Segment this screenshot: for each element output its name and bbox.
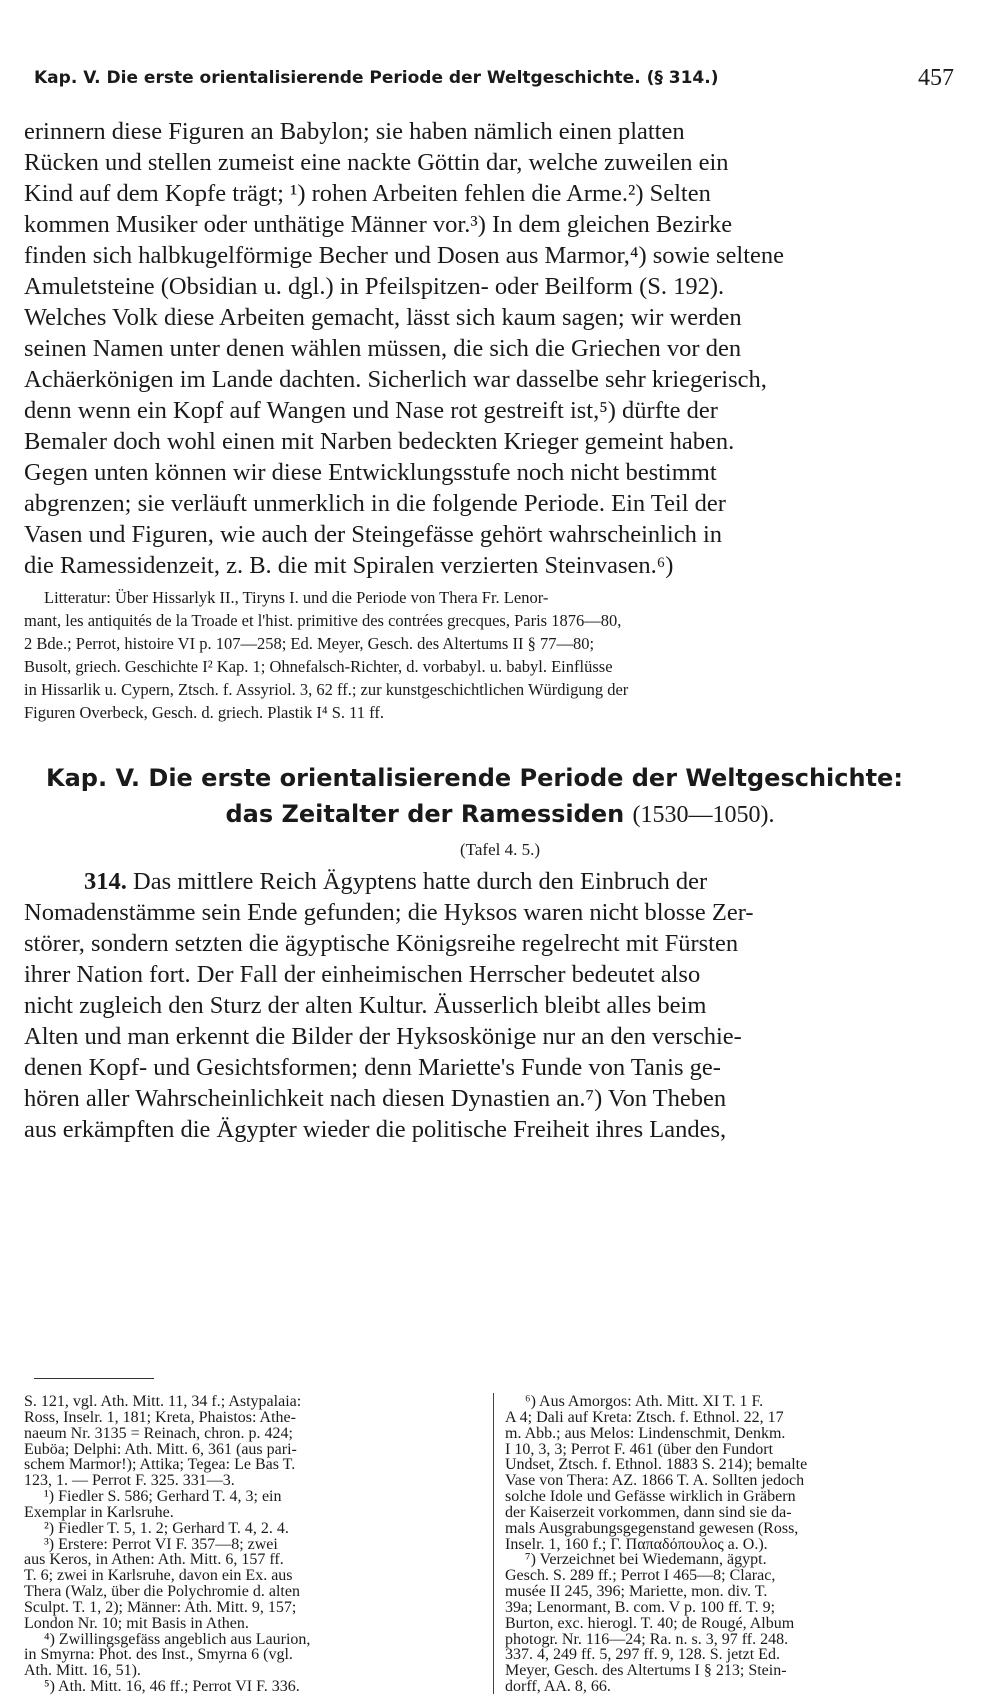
footnote-right-line: ⁶) Aus Amorgos: Ath. Mitt. XI T. 1 F. xyxy=(525,1393,764,1410)
body-line: die Ramessidenzeit, z. B. die mit Spiralen verzierten Steinvasen.⁶) xyxy=(24,552,674,579)
section-line: Nomadenstämme sein Ende gefunden; die Hyksos waren nicht blosse Zer- xyxy=(24,899,754,926)
body-line: Achäerkönigen im Lande dachten. Sicherlich war dasselbe sehr kriegerisch, xyxy=(24,366,767,393)
body-line: denn wenn ein Kopf auf Wangen und Nase rot gestreift ist,⁵) dürfte der xyxy=(24,397,718,424)
body-line: Vasen und Figuren, wie auch der Steingefässe gehört wahrscheinlich in xyxy=(24,521,723,548)
footnote-right-line: solche Idole und Gefässe wirklich in Gräbern xyxy=(505,1488,796,1505)
footnote-right-line: A 4; Dali auf Kreta: Ztsch. f. Ethnol. 22, 17 xyxy=(505,1408,784,1426)
footnote-right-line: m. Abb.; aus Melos: Lindenschmit, Denkm. xyxy=(505,1424,786,1442)
chapter-subtitle-text: das Zeitalter der Ramessiden xyxy=(225,800,625,828)
footnote-left-line: ³) Erstere: Perrot VI F. 357—8; zwei xyxy=(44,1535,278,1553)
footnote-left-line: Sculpt. T. 1, 2); Männer: Ath. Mitt. 9, 157; xyxy=(24,1598,297,1616)
footnote-left-line: ¹) Fiedler S. 586; Gerhard T. 4, 3; ein xyxy=(44,1488,282,1505)
litteratur-line: 2 Bde.; Perrot, histoire VI p. 107—258; Ed. Meyer, Gesch. des Altertums II § 77—80; xyxy=(24,634,595,653)
chapter-years: (1530—1050). xyxy=(632,802,775,828)
section-line: denen Kopf- und Gesichtsformen; denn Mariette's Funde von Tanis ge- xyxy=(24,1054,721,1081)
footnote-left-line: Exemplar in Karlsruhe. xyxy=(24,1503,174,1521)
body-line: Welches Volk diese Arbeiten gemacht, lässt sich kaum sagen; wir werden xyxy=(24,304,742,331)
running-head-text: Kap. V. Die erste orientalisierende Periode der Weltgeschichte. (§ 314.) xyxy=(34,68,719,88)
body-line: seinen Namen unter denen wählen müssen, die sich die Griechen vor den xyxy=(24,335,742,362)
body-line: finden sich halbkugelförmige Becher und Dosen aus Marmor,⁴) sowie seltene xyxy=(24,242,785,269)
section-line: hören aller Wahrscheinlichkeit nach diesen Dynastien an.⁷) Von Theben xyxy=(24,1085,727,1112)
footnote-left-line: Ath. Mitt. 16, 51). xyxy=(24,1662,141,1680)
litteratur-line: Busolt, griech. Geschichte I² Kap. 1; Ohnefalsch-Richter, d. vorbabyl. u. babyl. Einflüsse xyxy=(24,657,613,676)
footnote-left-line: Euböa; Delphi: Ath. Mitt. 6, 361 (aus pari- xyxy=(24,1440,297,1458)
chapter-subtitle xyxy=(0,800,1000,829)
footnote-left-line: S. 121, vgl. Ath. Mitt. 11, 34 f.; Astypalaia: xyxy=(24,1393,302,1410)
footnote-column-divider xyxy=(493,1393,494,1694)
section-line: ihrer Nation fort. Der Fall der einheimischen Herrscher bedeutet also xyxy=(24,961,701,988)
footnote-right-line: 337. 4, 249 ff. 5, 297 ff. 9, 128. S. jetzt Ed. xyxy=(505,1646,780,1664)
section-line: störer, sondern setzten die ägyptische Königsreihe regelrecht mit Fürsten xyxy=(24,930,739,957)
footnote-right-line: ⁷) Verzeichnet bei Wiedemann, ägypt. xyxy=(525,1551,767,1569)
litteratur-line: Litteratur: Über Hissarlyk II., Tiryns I. und die Periode von Thera Fr. Lenor- xyxy=(44,588,549,607)
page-number: 457 xyxy=(918,65,954,91)
footnote-left-line: in Smyrna: Phot. des Inst., Smyrna 6 (vgl. xyxy=(24,1646,293,1664)
footnote-left-line: schem Marmor!); Attika; Tegea: Le Bas T. xyxy=(24,1456,296,1474)
footnote-right-line: Inselr. 1, 160 f.; Γ. Παπαδόπουλος a. O.). xyxy=(505,1535,768,1553)
footnote-right-line: der Kaiserzeit vorkommen, dann sind sie da- xyxy=(505,1503,792,1521)
tafel-reference: (Tafel 4. 5.) xyxy=(460,840,540,859)
footnote-left-line: ²) Fiedler T. 5, 1. 2; Gerhard T. 4, 2. 4. xyxy=(44,1519,289,1537)
footnote-right-line: 39a; Lenormant, B. com. V p. 100 ff. T. 9; xyxy=(505,1598,776,1616)
body-line: kommen Musiker oder unthätige Männer vor.³) In dem gleichen Bezirke xyxy=(24,211,733,238)
section-line: Alten und man erkennt die Bilder der Hyksoskönige nur an den verschie- xyxy=(24,1023,742,1050)
footnote-left-line: London Nr. 10; mit Basis in Athen. xyxy=(24,1614,249,1632)
footnote-left-line: naeum Nr. 3135 = Reinach, chron. p. 424; xyxy=(24,1424,293,1442)
body-line: Bemaler doch wohl einen mit Narben bedeckten Krieger gemeint haben. xyxy=(24,428,735,455)
footnote-right-line: I 10, 3, 3; Perrot F. 461 (über den Fundort xyxy=(505,1440,774,1458)
footnote-right-line: photogr. Nr. 116—24; Ra. n. s. 3, 97 ff. 248. xyxy=(505,1630,789,1648)
section-line: nicht zugleich den Sturz der alten Kultur. Äusserlich bleibt alles beim xyxy=(24,992,707,1019)
section-first-line-text: Das mittlere Reich Ägyptens hatte durch den Einbruch der xyxy=(133,868,708,895)
chapter-title: Kap. V. Die erste orientalisierende Periode der Weltgeschichte: xyxy=(46,764,903,792)
footnote-left-line: T. 6; zwei in Karlsruhe, davon ein Ex. aus xyxy=(24,1567,293,1585)
body-line: erinnern diese Figuren an Babylon; sie haben nämlich einen platten xyxy=(24,118,685,145)
body-line: abgrenzen; sie verläuft unmerklich in die folgende Periode. Ein Teil der xyxy=(24,490,726,517)
body-line: Amuletsteine (Obsidian u. dgl.) in Pfeilspitzen- oder Beilform (S. 192). xyxy=(24,273,725,300)
section-number: 314. xyxy=(84,868,127,895)
footnote-right-line: Vase von Thera: AZ. 1866 T. A. Sollten jedoch xyxy=(505,1472,805,1490)
footnote-left-line: 123, 1. — Perrot F. 325. 331—3. xyxy=(24,1472,235,1490)
running-head xyxy=(34,65,954,91)
body-line: Gegen unten können wir diese Entwicklungsstufe noch nicht bestimmt xyxy=(24,459,717,486)
litteratur-line: in Hissarlik u. Cypern, Ztsch. f. Assyriol. 3, 62 ff.; zur kunstgeschichtlichen Würdigung der xyxy=(24,680,629,699)
body-line: Rücken und stellen zumeist eine nackte Göttin dar, welche zuweilen ein xyxy=(24,149,729,176)
footnote-right-line: Gesch. S. 289 ff.; Perrot I 465—8; Clarac, xyxy=(505,1567,776,1585)
footnote-right-line: Burton, exc. hierogl. T. 40; de Rougé, Album xyxy=(505,1614,795,1632)
footnote-left-line: Ross, Inselr. 1, 181; Kreta, Phaistos: Athe- xyxy=(24,1408,296,1426)
footnote-left-line: ⁴) Zwillingsgefäss angeblich aus Laurion, xyxy=(44,1630,311,1648)
footnote-right-line: musée II 245, 396; Mariette, mon. div. T. xyxy=(505,1583,768,1600)
litteratur-line: mant, les antiquités de la Troade et l'hist. primitive des contrées grecques, Paris 1876—80, xyxy=(24,611,622,630)
footnote-left-line: Thera (Walz, über die Polychromie d. alten xyxy=(24,1583,300,1600)
litteratur-line: Figuren Overbeck, Gesch. d. griech. Plastik I⁴ S. 11 ff. xyxy=(24,703,384,722)
footnote-right-line: Meyer, Gesch. des Altertums I § 213; Stein- xyxy=(505,1662,787,1680)
footnote-right-line: dorff, AA. 8, 66. xyxy=(505,1678,611,1695)
body-line: Kind auf dem Kopfe trägt; ¹) rohen Arbeiten fehlen die Arme.²) Selten xyxy=(24,180,711,207)
footnote-left-line: aus Keros, in Athen: Ath. Mitt. 6, 157 ff. xyxy=(24,1551,284,1569)
section-line: aus erkämpften die Ägypter wieder die politische Freiheit ihres Landes, xyxy=(24,1116,727,1143)
footnote-right-line: mals Ausgrabungsgegenstand gewesen (Ross, xyxy=(505,1519,799,1537)
section-first-line xyxy=(84,868,707,896)
footnote-rule xyxy=(34,1378,154,1379)
footnote-left-line: ⁵) Ath. Mitt. 16, 46 ff.; Perrot VI F. 336. xyxy=(44,1678,300,1695)
footnote-right-line: Undset, Ztsch. f. Ethnol. 1883 S. 214); bemalte xyxy=(505,1456,808,1474)
